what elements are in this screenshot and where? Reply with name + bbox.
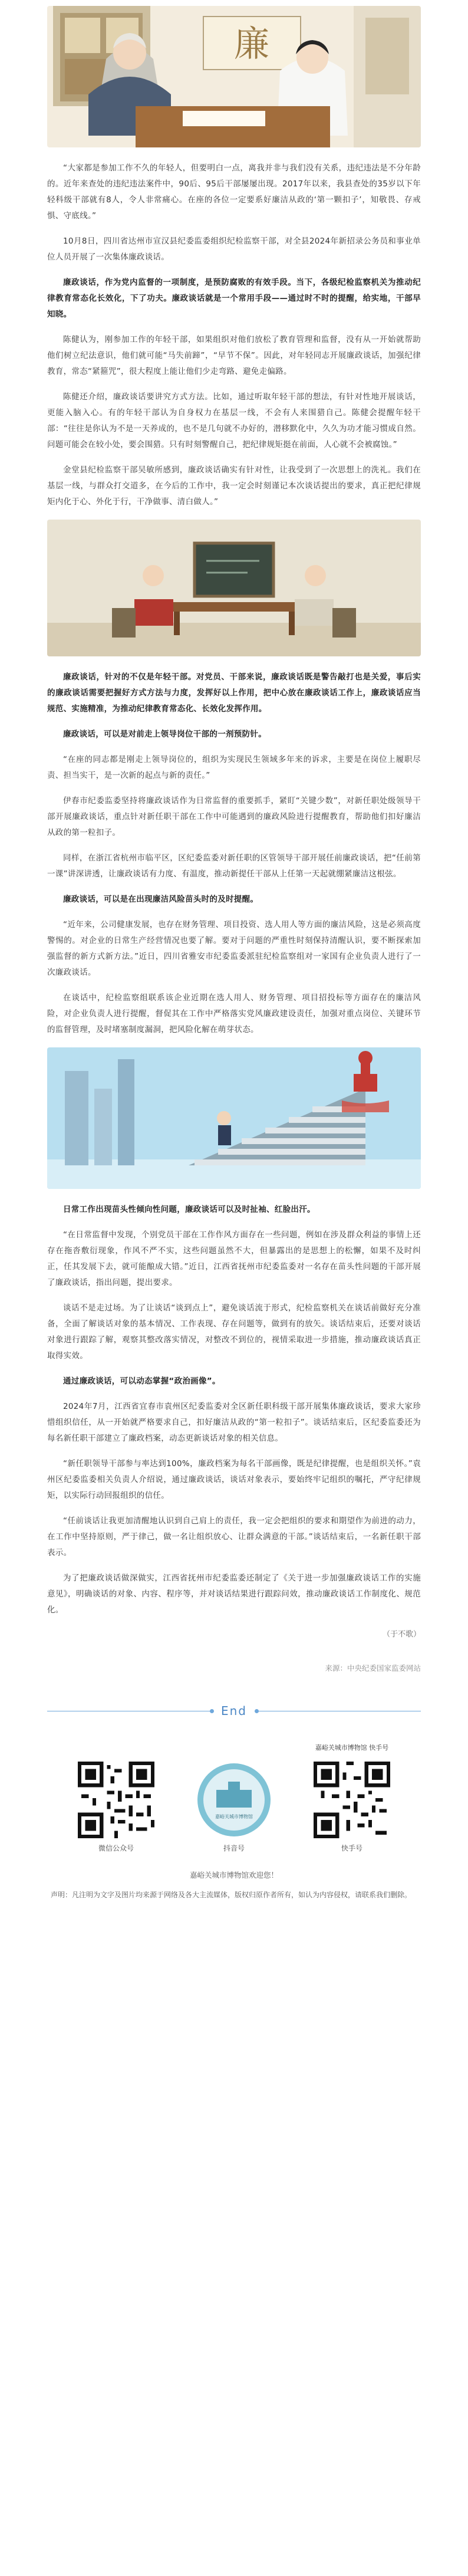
paragraph: “在日常监督中发现，个别党员干部在工作作风方面存在一些问题，例如在涉及群众利益的事情上还存在拖沓敷衍现象，作风不严不实，这些问题虽然不大，但暴露出的是思想上的松懈，如果不及时纠正，任其发展下去，就可能酿成大错。”近日，江西省抚州市纪委监委对一名存在苗头性问题的干部开展了廉政谈话，指出问题，提出要求。 bbox=[47, 1230, 421, 1287]
calligraphy-character: 廉 bbox=[234, 24, 269, 65]
qr-wechat[interactable] bbox=[75, 1744, 157, 1853]
qr-label: 微信公众号 bbox=[98, 1844, 134, 1852]
paragraph: “大家都是参加工作不久的年轻人，但要明白一点，离我并非与我们没有关系，违纪违法是不分年龄的。近年来查处的违纪违法案件中，90后、95后干部屡屡出现。2017年以来，我县查处的35岁以下年轻科级干部就有8人，令人非常痛心。在座的各位一定要系好廉洁从政的‘第一颗扣子’，知敬畏、存戒惧、守底线。” bbox=[47, 163, 421, 221]
illustration-talk-art bbox=[47, 520, 421, 656]
paragraph: “在座的同志都是刚走上领导岗位的，组织为实现民生领域多年来的诉求，主要是在岗位上履职尽责、担当实干，是一次新的起点与新的责任。” bbox=[47, 755, 421, 780]
illustration-discussion-art bbox=[47, 6, 421, 147]
paragraph: 2024年7月，江西省宜春市袁州区纪委监委对全区新任职科级干部开展集体廉政谈话，要求大家珍惜组织信任，从一开始就严格要求自己，扣好廉洁从政的“第一粒扣子”。谈话结束后，区纪委监委还为每名新任职干部建立了廉政档案，动态更新谈话对象的相关信息。 bbox=[47, 1402, 421, 1443]
paragraph-bold: 日常工作出现苗头性倾向性问题，廉政谈话可以及时扯袖、红脸出汗。 bbox=[63, 1205, 315, 1214]
end-label: End bbox=[220, 1704, 247, 1718]
paragraph: 为了把廉政谈话做深做实，江西省抚州市纪委监委还制定了《关于进一步加强廉政谈话工作的实施意见》，明确谈话的对象、内容、程序等，并对谈话结果进行跟踪问效，推动廉政谈话工作制度化、规范化。 bbox=[47, 1573, 421, 1615]
qr-code-row bbox=[0, 1744, 468, 1853]
editor-credit: （于不歌） bbox=[382, 1630, 421, 1639]
paragraph: 10月8日，四川省达州市宣汉县纪委监委组织纪检监察干部，对全县2024年新招录公务员和事业单位人员开展了一次集体廉政谈话。 bbox=[47, 236, 421, 262]
paragraph: 金堂县纪检监察干部吴敏所感到，廉政谈话确实有针对性，让我受到了一次思想上的洗礼。我们在基层一线，与群众打交道多，在今后的工作中，我一定会时刻谨记本次谈话提出的要求，真正把纪律规矩内化于心、外化于行，干净做事、清白做人。” bbox=[47, 465, 421, 507]
footer-disclaimer: 声明：凡注明为文字及图片均来源于网络及各大主流媒体，版权归原作者所有，如认为内容侵权，请联系我们删除。 bbox=[51, 1891, 412, 1899]
museum-logo bbox=[196, 1762, 272, 1838]
qr-kuaishou[interactable] bbox=[311, 1744, 393, 1853]
source-credit: 来源：中央纪委国家监委网站 bbox=[325, 1664, 421, 1673]
end-divider bbox=[0, 1699, 468, 1723]
logo-badge bbox=[196, 1762, 272, 1838]
illustration-discussion bbox=[47, 6, 421, 147]
article-body-3 bbox=[47, 1202, 421, 1673]
paragraph: “新任职领导干部参与率达到100%，廉政档案为每名干部画像，既是纪律提醒，也是组织关怀。”袁州区纪委监委相关负责人介绍说，通过廉政谈话，谈话对象表示，要始终牢记组织的嘱托，严守纪律规矩，以实际行动回报组织的信任。 bbox=[47, 1459, 421, 1500]
paragraph-bold: 廉政谈话，可以是对前走上领导岗位干部的一剂预防针。 bbox=[63, 730, 266, 739]
illustration-stairs bbox=[47, 1047, 421, 1189]
paragraph: 伊春市纪委监委坚持将廉政谈话作为日常监督的重要抓手，紧盯“关键少数”，对新任职处级领导干部开展廉政谈话，重点针对新任职干部在工作中可能遇到的廉政风险进行提醒教育，帮助他们扣好廉洁从政的第一粒扣子。 bbox=[47, 796, 421, 837]
paragraph: 在谈话中，纪检监察组联系该企业近期在选人用人、财务管理、项目招投标等方面存在的廉洁风险，对企业负责人进行提醒，督促其在工作中严格落实党风廉政建设责任，加强对重点岗位、关键环节的监督管理，及时堵塞制度漏洞，把风险化解在萌芽状态。 bbox=[47, 993, 421, 1034]
illustration-talk bbox=[47, 520, 421, 656]
article-page bbox=[0, 6, 468, 1901]
paragraph-bold: 廉政谈话，作为党内监督的一项制度，是预防腐败的有效手段。当下，各级纪检监察机关为推动纪律教育常态化长效化，下了功夫。廉政谈话就是一个常用手段——通过时不时的提醒，给实地，干部早知晓。 bbox=[47, 278, 421, 319]
paragraph-bold: 廉政谈话，针对的不仅是年轻干部。对党员、干部来说，廉政谈话既是警告敲打也是关爱，事后实的廉政谈话需要把握好方式方法与力度，发挥好以上作用，把中心放在廉政谈话工作上，廉政谈话应当规范、实施精准，为推动纪律教育常态化、长效化发挥作用。 bbox=[47, 672, 421, 714]
qr-caption bbox=[193, 1744, 275, 1762]
paragraph: “任前谈话让我更加清醒地认识到自己肩上的责任，我一定会把组织的要求和期望作为前进的动力，在工作中坚持原则，严于律己，做一名让组织放心、让群众满意的干部。”谈话结束后，一名新任职干部表示。 bbox=[47, 1516, 421, 1558]
article-body bbox=[47, 160, 421, 510]
qr-code-image bbox=[78, 1762, 154, 1838]
qr-code-wechat bbox=[78, 1762, 154, 1838]
qr-code-kuaishou bbox=[314, 1762, 390, 1838]
paragraph: 陈健还介绍，廉政谈话要讲究方式方法。比如，通过听取年轻干部的想法，有针对性地开展谈话，更能入脑入心。有的年轻干部认为自身权力在基层一线，不会有人来围猎自己。陈健会提醒年轻干部：“往往是你认为不是一天养成的，也不是几句就不办好的，潜移默化中，久久为功才能习惯成自然。问题可能会在较小处，要会围猎。只有时刻警醒自己，把纪律规矩挺在前面，人心就不会被腐蚀。” bbox=[47, 392, 421, 449]
qr-caption bbox=[75, 1744, 157, 1762]
paragraph-bold: 通过廉政谈话，可以动态掌握“政治画像”。 bbox=[63, 1376, 220, 1386]
qr-douyin[interactable] bbox=[193, 1744, 275, 1853]
paragraph-bold: 廉政谈话，可以是在出现廉洁风险苗头时的及时提醒。 bbox=[63, 895, 259, 904]
logo-text: 嘉峪关城市博物馆 bbox=[215, 1814, 253, 1819]
footer-thanks: 嘉峪关城市博物馆欢迎您！ bbox=[189, 1871, 278, 1880]
article-body-2 bbox=[47, 669, 421, 1038]
qr-code-image bbox=[314, 1762, 390, 1838]
paragraph: “近年来，公司健康发展，也存在财务管理、项目投资、选人用人等方面的廉洁风险，这是必须高度警惕的。对企业的日常生产经营情况也要了解。要对于问题的严重性时刻保持清醒认识，要不断探索加强监督的新方式新方法。”近日，四川省雅安市纪委监委派驻纪检监察组对一家国有企业负责人进行了一次廉政谈话。 bbox=[47, 920, 421, 977]
paragraph: 谈话不是走过场。为了让谈话“谈到点上”，避免谈话流于形式，纪检监察机关在谈话前做好充分准备，全面了解谈话对象的基本情况、工作表现、存在问题等，做到有的放矢。谈话结束后，还要对谈话对象进行跟踪了解，观察其整改落实情况，对整改不到位的，视情采取进一步措施，推动廉政谈话真正取得实效。 bbox=[47, 1303, 421, 1361]
paragraph: 陈健认为，刚参加工作的年轻干部，如果组织对他们放松了教育管理和监督，没有从一开始就帮助他们树立纪法意识，他们就可能“马失前蹄”，“早节不保”。因此，对年轻同志开展廉政谈话，加强纪律教育，常态“紧箍咒”，很大程度上能让他们少走弯路、避免走偏路。 bbox=[47, 335, 421, 376]
illustration-stairs-art bbox=[47, 1047, 421, 1189]
qr-label: 快手号 bbox=[341, 1844, 362, 1852]
qr-caption: 嘉峪关城市博物馆 快手号 bbox=[315, 1744, 389, 1752]
qr-label: 抖音号 bbox=[223, 1844, 245, 1852]
paragraph: 同样，在浙江省杭州市临平区，区纪委监委对新任职的区管领导干部开展任前廉政谈话，把“任前第一课”讲深讲透，让廉政谈话有力度、有温度，推动新提任干部从上任第一天起就绷紧廉洁这根弦。 bbox=[47, 853, 421, 879]
